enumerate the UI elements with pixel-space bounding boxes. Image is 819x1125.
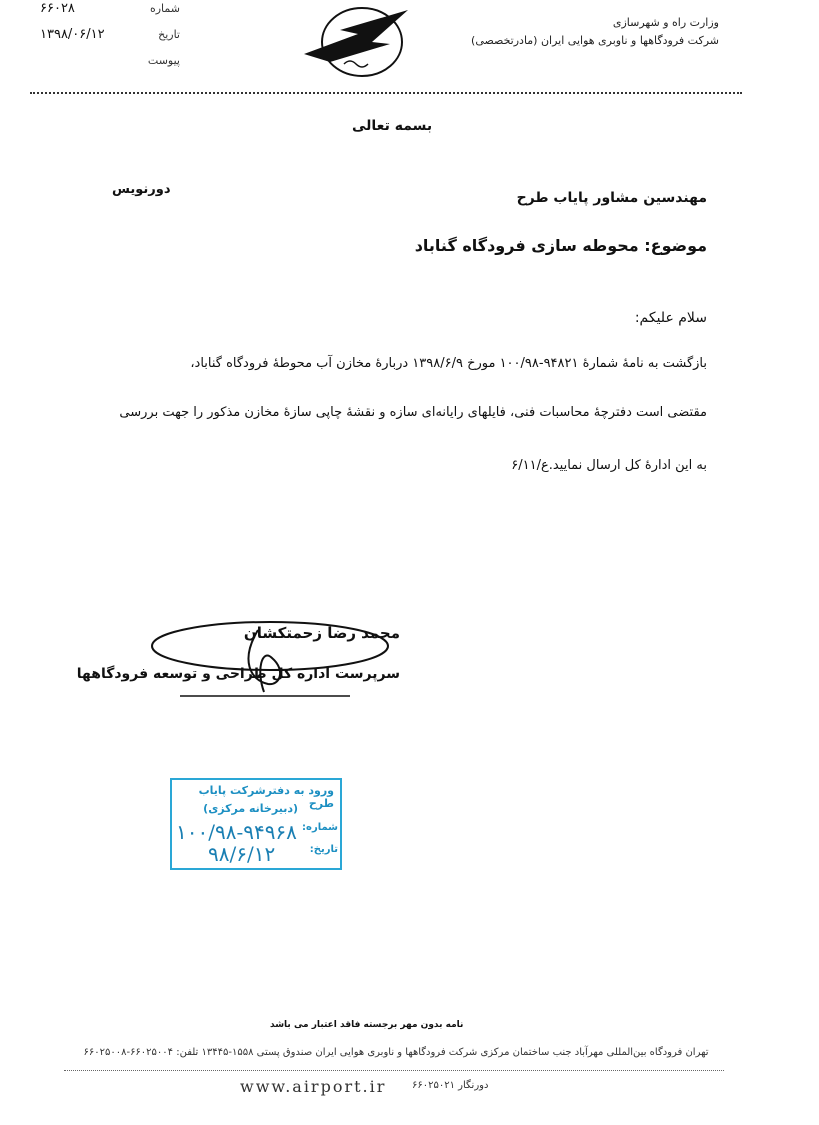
attachment-label: پیوست [147, 54, 180, 67]
footer-website: www.airport.ir [240, 1077, 387, 1096]
attachment-row [40, 52, 180, 70]
subject: موضوع: محوطه سازی فرودگاه گناباد [414, 236, 707, 255]
stamp-number-value: ۱۰۰/۹۸-۹۴۹۶۸ [176, 820, 297, 844]
number-row [40, 0, 180, 18]
signer-title: سرپرست اداره کل طراحی و توسعه فرودگاهها [76, 666, 400, 682]
header-meta [40, 0, 180, 70]
body-line-3 [511, 458, 707, 473]
header-divider [30, 92, 742, 94]
letter-number: ۶۶۰۲۸ [40, 1, 75, 16]
number-label: شماره [149, 2, 180, 15]
footer-address: تهران فرودگاه بین‌المللی مهرآباد جنب ساختمان مرکزی شرکت فرودگاهها و ناوبری هوایی ایران صندوق پستی ۱۵۵۸-۱۳۴۴۵ تلفن: ۶۶۰۲۵۰۰۴-۶۶۰۲۵۰۰۸ [83, 1047, 709, 1058]
footer-validity-note: نامه بدون مهر برجسته فاقد اعتبار می باشد [270, 1020, 464, 1030]
stamp-company-line: ورود به دفترشرکت پایاب طرح [198, 784, 334, 810]
date-row [40, 26, 180, 44]
body-line-1: بازگشت به نامهٔ شمارهٔ ۹۴۸۲۱-۱۰۰/۹۸ مورخ ۱۳۹۸/۶/۹ دربارهٔ مخازن آب محوطهٔ فرودگاه گناباد، [190, 356, 707, 371]
stamp-date-value: ۹۸/۶/۱۲ [208, 842, 276, 866]
received-stamp [170, 778, 342, 870]
bismillah: بسمه تعالی [352, 118, 433, 134]
greeting: سلام علیکم: [634, 310, 707, 326]
organization-name [471, 14, 719, 50]
stamp-office-line: (دبیرخانه مرکزی) [203, 802, 298, 815]
fax-note: دورنویس [112, 182, 171, 197]
body-reference: ع/۶/۱۱ [511, 458, 549, 473]
company-name: شرکت فرودگاهها و ناوبری هوایی ایران (مادرتخصصی) [471, 34, 719, 47]
body-line-2: مقتضی است دفترچهٔ محاسبات فنی، فایلهای رایانه‌ای سازه و نقشهٔ چاپی سازهٔ مخازن مذکور را جهت بررسی [119, 405, 707, 420]
handwritten-signature [140, 600, 390, 710]
recipient: مهندسین مشاور پایاب طرح [516, 190, 707, 206]
footer-fax: دورنگار ۶۶۰۲۵۰۲۱ [412, 1080, 489, 1091]
stamp-number-label: شماره: [302, 822, 338, 833]
ministry-name: وزارت راه و شهرسازی [612, 16, 719, 29]
footer-divider [64, 1070, 724, 1071]
date-label: تاریخ [158, 28, 180, 41]
letter-date: ۱۳۹۸/۰۶/۱۲ [40, 27, 105, 42]
airport-company-logo [300, 2, 418, 80]
stamp-date-label: تاریخ: [309, 844, 338, 855]
body-line-3-text: به این ادارهٔ کل ارسال نمایید. [548, 458, 707, 473]
signer-name: محمد رضا زحمتکشان [243, 624, 400, 642]
